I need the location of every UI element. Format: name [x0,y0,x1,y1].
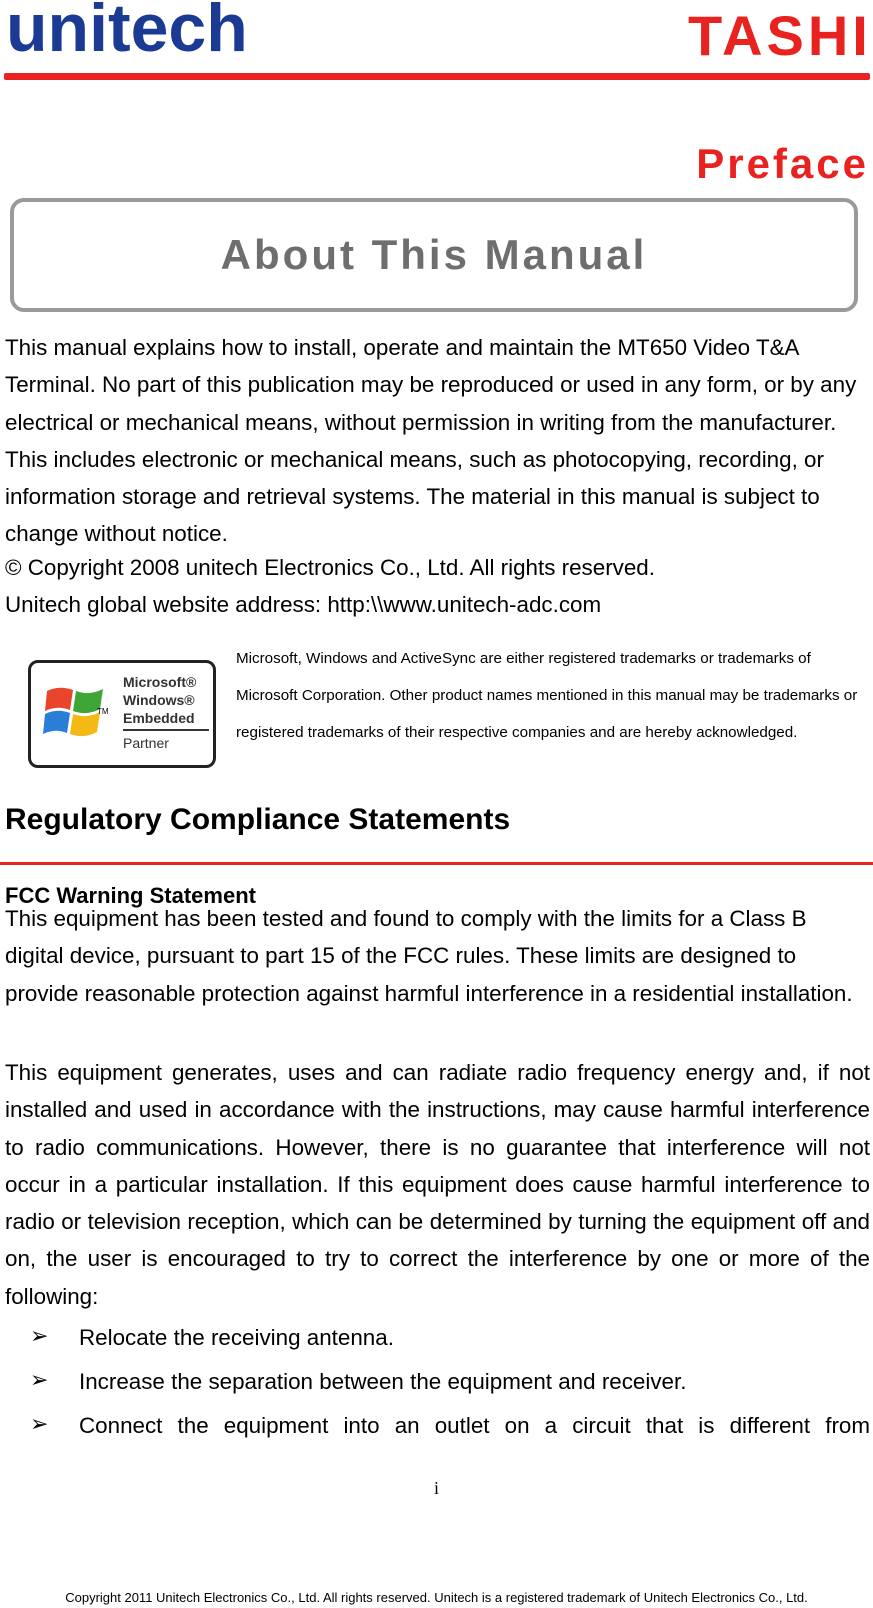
website-line: Unitech global website address: http:\\www.unitech-adc.com [5,592,602,617]
unitech-logo: unitech [6,0,248,66]
list-item: Increase the separation between the equipment and receiver. [79,1369,687,1394]
bullet-arrow-icon: ➢ [30,1367,49,1392]
list-item: Connect the equipment into an outlet on a circuit that is different from [79,1413,870,1438]
preface-heading: Preface [696,140,869,187]
badge-text [123,673,196,727]
fcc-paragraph-2: This equipment generates, uses and can radiate radio frequency energy and, if not installed and used in accordance with the instructions, may cause harmful interference to radio communications. However, there is no guarantee that interference will not occur in a particular installation. If this equipment does cause harmful interference to radio or television reception, which can be determined by turning the equipment off and on, the user is encouraged to try to correct the interference by one or more of the following: [5,1060,870,1309]
windows-embedded-partner-badge [28,660,216,768]
badge-tm: TM [97,707,109,716]
footer-copyright: Copyright 2011 Unitech Electronics Co., Ltd. All rights reserved. Unitech is a registered trademark of Unitech Electronics Co., Ltd. [65,1590,808,1605]
bullet-arrow-icon: ➢ [30,1411,49,1436]
badge-microsoft: Microsoft® [123,674,197,690]
badge-divider [123,729,209,731]
section-title: Regulatory Compliance Statements [5,803,511,836]
header-divider [4,73,870,80]
badge-embedded: Embedded [123,710,195,726]
copyright-line: © Copyright 2008 unitech Electronics Co., Ltd. All rights reserved. [5,555,655,580]
bullet-arrow-icon: ➢ [30,1323,49,1348]
section-divider [0,862,873,865]
badge-windows: Windows® [123,692,195,708]
intro-paragraph: This manual explains how to install, operate and maintain the MT650 Video T&A Terminal. No part of this publication may be reproduced or used in any form, or by any electrical or mechanical means, without permission in writing from the manufacturer. This includes electronic or mechanical means, such as photocopying, recording, or information storage and retrieval systems. The material in this manual is subject to change without notice. [5,335,857,547]
badge-partner: Partner [123,735,169,751]
page-number: i [433,1478,439,1498]
about-manual-box [10,198,858,312]
fcc-title: FCC Warning Statement [5,883,256,908]
about-manual-title: About This Manual [220,231,648,278]
fcc-paragraph-1: This equipment has been tested and found to comply with the limits for a Class B digital device, pursuant to part 15 of the FCC rules. These limits are designed to provide reasonable protection against harmful interference in a residential installation. [5,906,853,1006]
list-item: Relocate the receiving antenna. [79,1325,394,1350]
trademark-note: Microsoft, Windows and ActiveSync are either registered trademarks or trademarks of Microsoft Corporation. Other product names mentioned in this manual may be trademarks or registered trademarks of their respective companies and are hereby acknowledged. [236,650,858,741]
tashi-logo: TASHI [688,4,872,67]
